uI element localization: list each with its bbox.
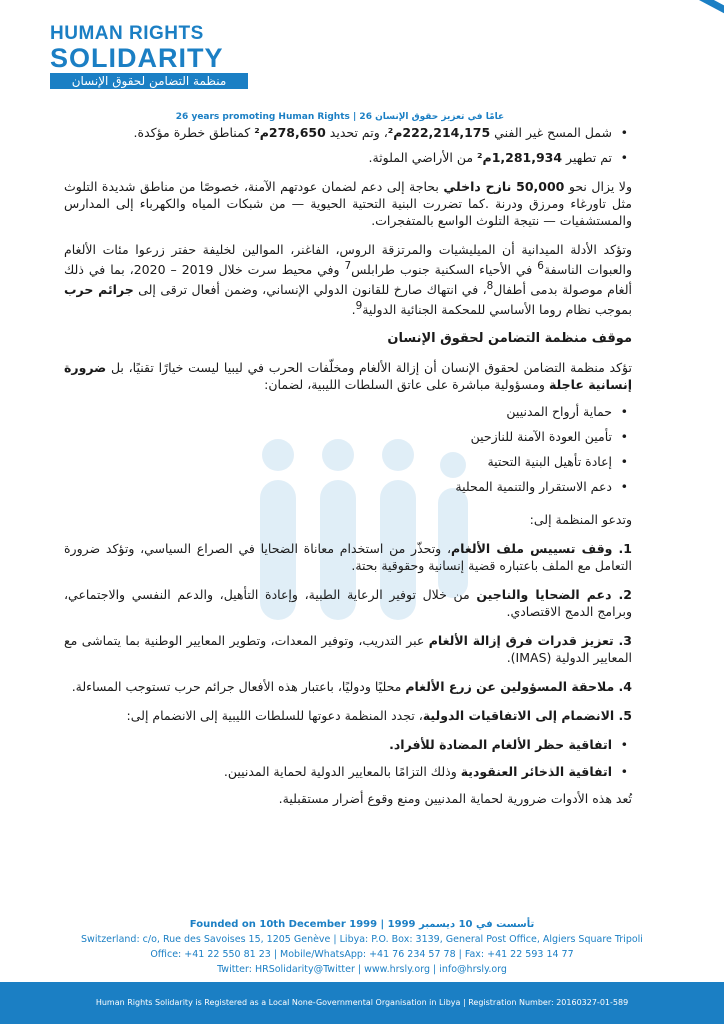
call-item: 1. وقف تسييس ملف الألغام، وتحذّر من استخدام معاناة الضحايا في الصراع السياسي، وتؤكد ضرورة التعامل مع الملف باعتباره قضية إنسانية وحقوقية بحتة. <box>64 541 632 574</box>
list-item: • حماية أرواح المدنيين <box>64 403 612 420</box>
footer-address: Switzerland: c/o, Rue des Savoises 15, 1205 Genève | Libya: P.O. Box: 3139, General Post Office, Algiers Square Tripoli <box>81 934 643 945</box>
list-item: • دعم الاستقرار والتنمية المحلية <box>64 478 612 495</box>
footer <box>30 917 694 977</box>
survey-list <box>64 124 632 166</box>
logo-line1: HUMAN RIGHTS <box>50 23 204 44</box>
list-item: • اتفاقية الذخائر العنقودية وذلك التزامًا بالمعايير الدولية لحماية المدنيين. <box>64 763 612 780</box>
position-paragraph: تؤكد منظمة التضامن لحقوق الإنسان أن إزالة الألغام ومخلّفات الحرب في ليبيا ليست خيارًا تقنيًا، بل ضرورة إنسانية عاجلة ومسؤولية مباشرة على عاتق السلطات الليبية، لضمان: <box>64 360 632 393</box>
tagline: 26 years promoting Human Rights | 26 عامًا في تعزيز حقوق الإنسان <box>175 112 505 122</box>
call-item: 4. ملاحقة المسؤولين عن زرع الألغام محليًا ودوليًا، باعتبار هذه الأفعال جرائم حرب تستوجب المساءلة. <box>71 679 632 695</box>
footer-phones: Office: +41 22 550 81 23 | Mobile/WhatsApp: +41 76 234 57 78 | Fax: +41 22 593 14 77 <box>150 949 574 960</box>
idp-paragraph: ولا يزال نحو 50,000 نازح داخلي بحاجة إلى دعم لضمان عودتهم الآمنة، خصوصًا من مناطق شديدة التلوث مثل تاورغاء ومرزق ودرنة .كما تضررت البنية التحتية الحيوية — من شبكات المياه والكهرباء إلى المدارس والمستشفيات — نتيجة التلوث الواسع بالمتفجرات. <box>64 179 632 228</box>
list-item: • تم تطهير 1,281,934م² من الأراضي الملوثة. <box>64 149 612 166</box>
org-logo <box>50 24 260 89</box>
section-heading: موقف منظمة التضامن لحقوق الإنسان <box>387 331 632 347</box>
logo-arabic: منظمة التضامن لحقوق الإنسان <box>50 73 248 89</box>
list-item: • تأمين العودة الآمنة للنازحين <box>64 428 612 445</box>
header-stripes <box>464 0 724 64</box>
registration-bar: Human Rights Solidarity is Registered as a Local None-Governmental Organisation in Libya | Registration Number: 20160327-01-589 <box>0 982 724 1024</box>
document-body <box>64 124 632 807</box>
goals-list <box>64 403 632 495</box>
call-item: 3. تعزيز قدرات فرق إزالة الألغام عبر التدريب، وتوفير المعدات، وتطوير المعايير الوطنية بما يتماشى مع المعايير الدولية (IMAS). <box>64 633 632 666</box>
call-item: 2. دعم الضحايا والناجين من خلال توفير الرعاية الطبية، وإعادة التأهيل، والدعم النفسي والاجتماعي، وبرامج الدمج الاقتصادي. <box>64 587 632 620</box>
evidence-paragraph: وتؤكد الأدلة الميدانية أن الميليشيات والمرتزقة الروس، الفاغنر، الموالين لخليفة حفتر زرعوا مئات الألغام والعبوات الناسفة$^6$ في الأحياء السكنية جنوب طرابلس$^7$ وفي محيط سرت خلال 2019 – 2020، بما في ذلك ألغام موصولة بدمى أطفال$^8$، في انتهاك صارخ للقانون الدولي الإنساني، وضمن أفعال ترقى إلى جرائم حرب بموجب نظام روما الأساسي للمحكمة الجنائية الدولية$^9$. <box>64 242 633 318</box>
logo-line2: SOLIDARITY <box>50 43 224 73</box>
list-item: • اتفاقية حظر الألغام المضادة للأفراد. <box>64 736 612 753</box>
closing-paragraph: تُعد هذه الأدوات ضرورية لحماية المدنيين ومنع وقوع أضرار مستقبلية. <box>278 791 632 807</box>
list-item: • شمل المسح غير الفني 222,214,175م²، وتم تحديد 278,650م² كمناطق خطرة مؤكدة. <box>64 124 612 141</box>
treaties-list <box>64 736 632 780</box>
footer-founded: Founded on 10th December 1999 | 1999 تأسست في 10 ديسمبر <box>189 919 535 930</box>
list-item: • إعادة تأهيل البنية التحتية <box>64 453 612 470</box>
footer-contact: Twitter: HRSolidarity@Twitter | www.hrsly.org | info@hrsly.org <box>217 964 507 975</box>
call-item: 5. الانضمام إلى الاتفاقيات الدولية، تجدد المنظمة دعوتها للسلطات الليبية إلى الانضمام إلى: <box>126 708 632 724</box>
calls-intro: وتدعو المنظمة إلى: <box>529 512 632 528</box>
